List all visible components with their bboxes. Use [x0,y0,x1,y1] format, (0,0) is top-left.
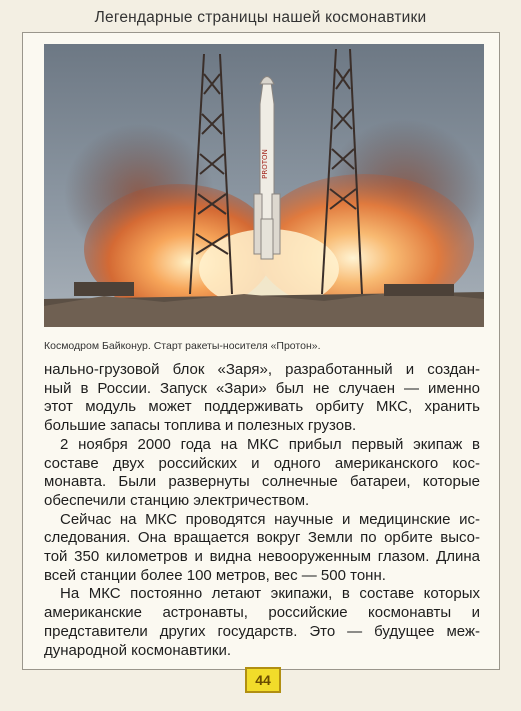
body-line: монавта. Были развернуты солнечные батареи, которые [44,473,480,491]
rocket-launch-photo [44,44,484,327]
body-line: нально-грузовой блок «Заря», разработанный и создан- [44,361,480,378]
page-header: Легендарные страницы нашей космонавтики [94,9,427,26]
body-line: На МКС постоянно летают экипажи, в составе которых [60,585,480,603]
body-line: Сейчас на МКС проводятся научные и медицинские ис- [60,510,480,528]
rocket-label: PROTON [261,149,269,179]
body-line: ный в России. Запуск «Зари» был не случаен — именно [44,379,480,397]
body-line: обеспечили станцию электричеством. [44,491,310,509]
body-line: большие запасы топлива и полезных грузов. [44,417,357,435]
launch-illustration [44,44,484,327]
body-line: составе двух российских и одного американского кос- [44,454,480,472]
body-line: той 350 километров и видна невооруженным глазом. Длина [44,548,480,566]
body-line: американские астронавты, российские космонавты и [44,604,480,622]
body-line: 2 ноября 2000 года на МКС прибыл первый экипаж в [60,435,480,453]
body-line: представители других государств. Это — будущее меж- [44,622,480,640]
body-line: дународной космонавтики. [44,641,232,659]
body-line: этот модуль может поддерживать орбиту МКС, хранить [44,398,480,416]
body-line: всей станции более 100 метров, вес — 500 тонн. [44,566,386,584]
article-body [44,361,480,660]
body-line: следования. Она вращается вокруг Земли по орбите высо- [44,529,480,547]
photo-caption: Космодром Байконур. Старт ракеты-носителя «Протон». [44,340,321,352]
page-number-badge: 44 [245,667,281,693]
